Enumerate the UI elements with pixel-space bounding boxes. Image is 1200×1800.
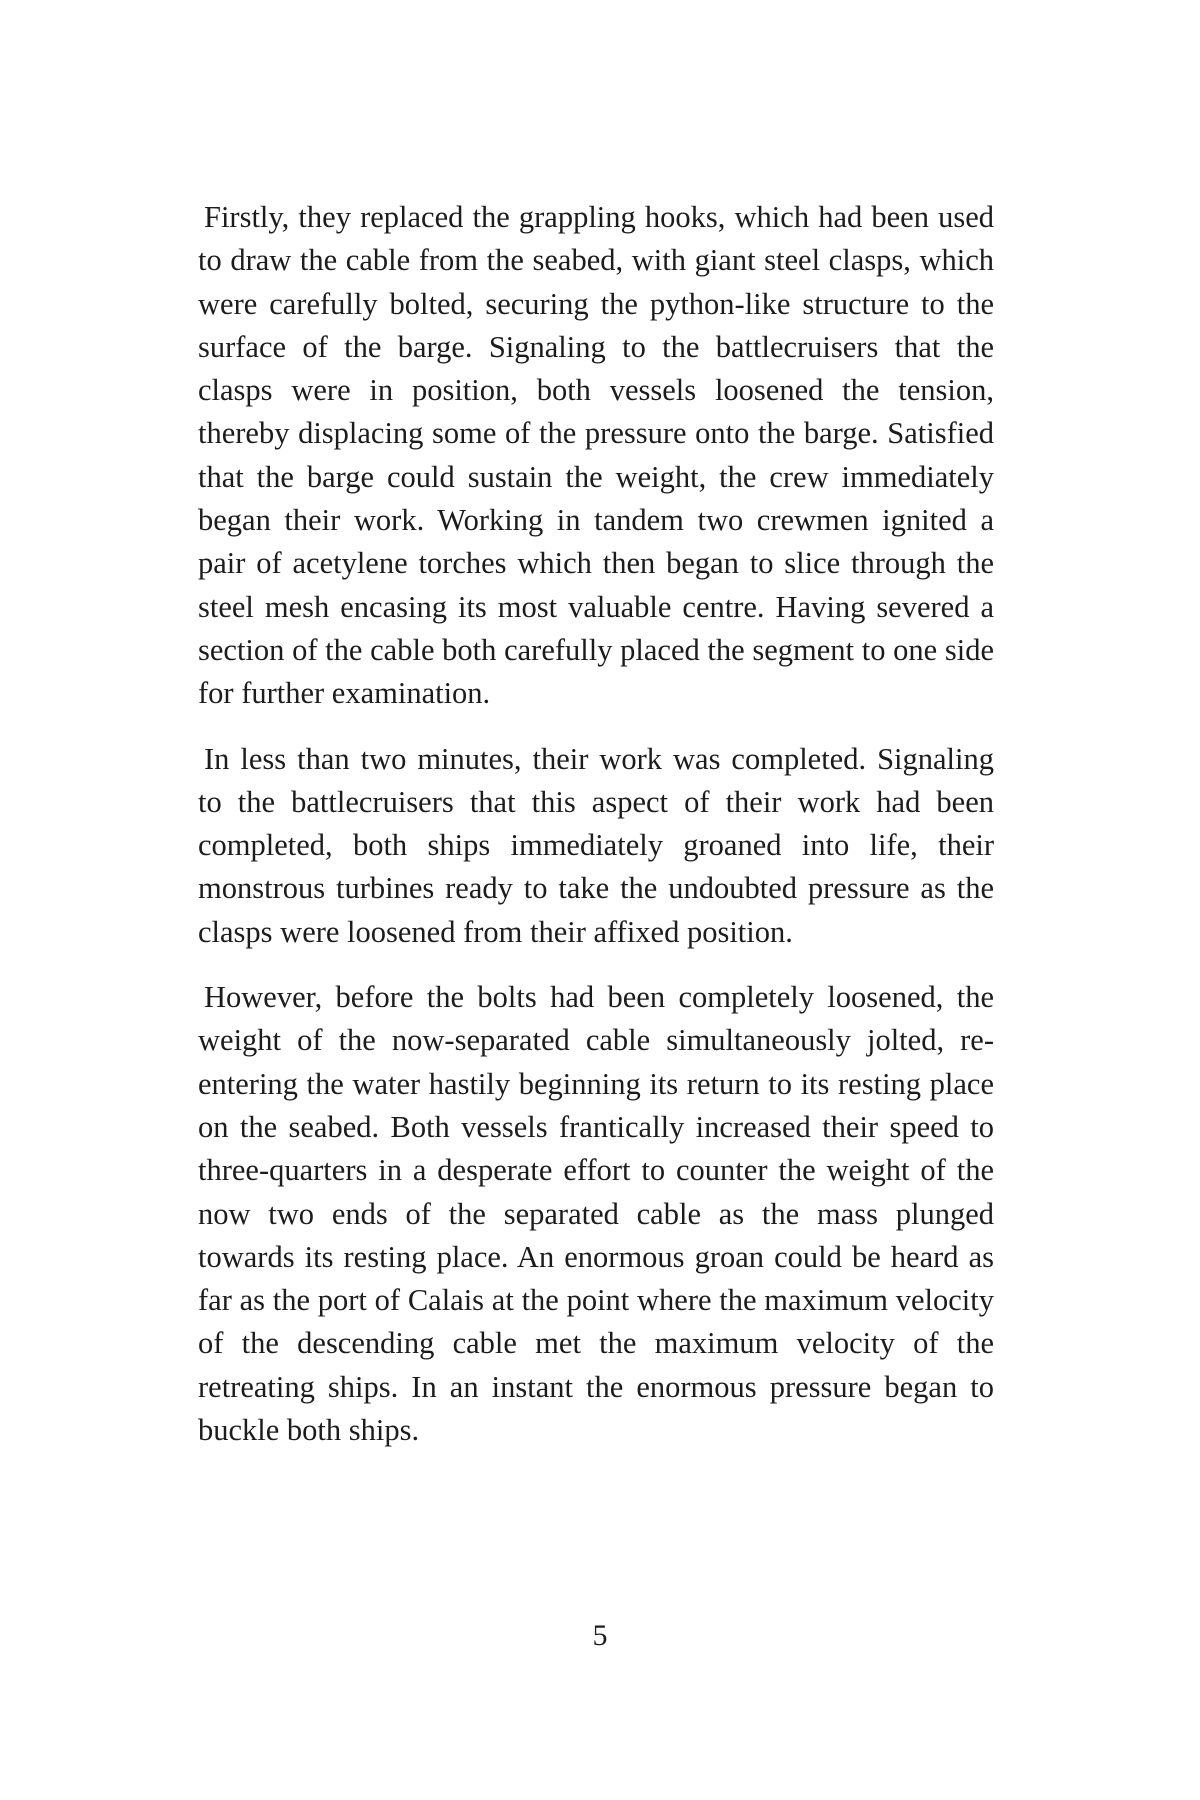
page-number: 5 [592, 1619, 608, 1652]
paragraph-1: Firstly, they replaced the grappling hooks, which had been used to draw the cable from the seabed, with giant steel clasps, which were carefully bolted, securing the python-like structure to the surface of the barge. Signaling to the battlecruisers that the clasps were in position, both vessels loosened the tension, thereby displacing some of the pressure onto the barge. Satisfied that the barge could sustain the weight, the crew immediately began their work. Working in tandem two crewmen ignited a pair of acetylene torches which then began to slice through the steel mesh encasing its most valuable centre. Having severed a section of the cable both carefully placed the segment to one side for further examination. [198, 200, 994, 711]
paragraph-3: However, before the bolts had been completely loosened, the weight of the now-separated cable simultaneously jolted, re-entering the water hastily beginning its return to its resting place on the seabed. Both vessels frantically increased their speed to three-quarters in a desperate effort to counter the weight of the now two ends of the separated cable as the mass plunged towards its resting place. An enormous groan could be heard as far as the port of Calais at the point where the maximum velocity of the descending cable met the maximum velocity of the retreating ships. In an instant the enormous pressure began to buckle both ships. [198, 980, 994, 1448]
body-text [198, 196, 994, 1474]
paragraph-2: In less than two minutes, their work was completed. Signaling to the battlecruisers that this aspect of their work had been completed, both ships immediately groaned into life, their monstrous turbines ready to take the undoubted pressure as the clasps were loosened from their affixed position. [198, 741, 994, 949]
